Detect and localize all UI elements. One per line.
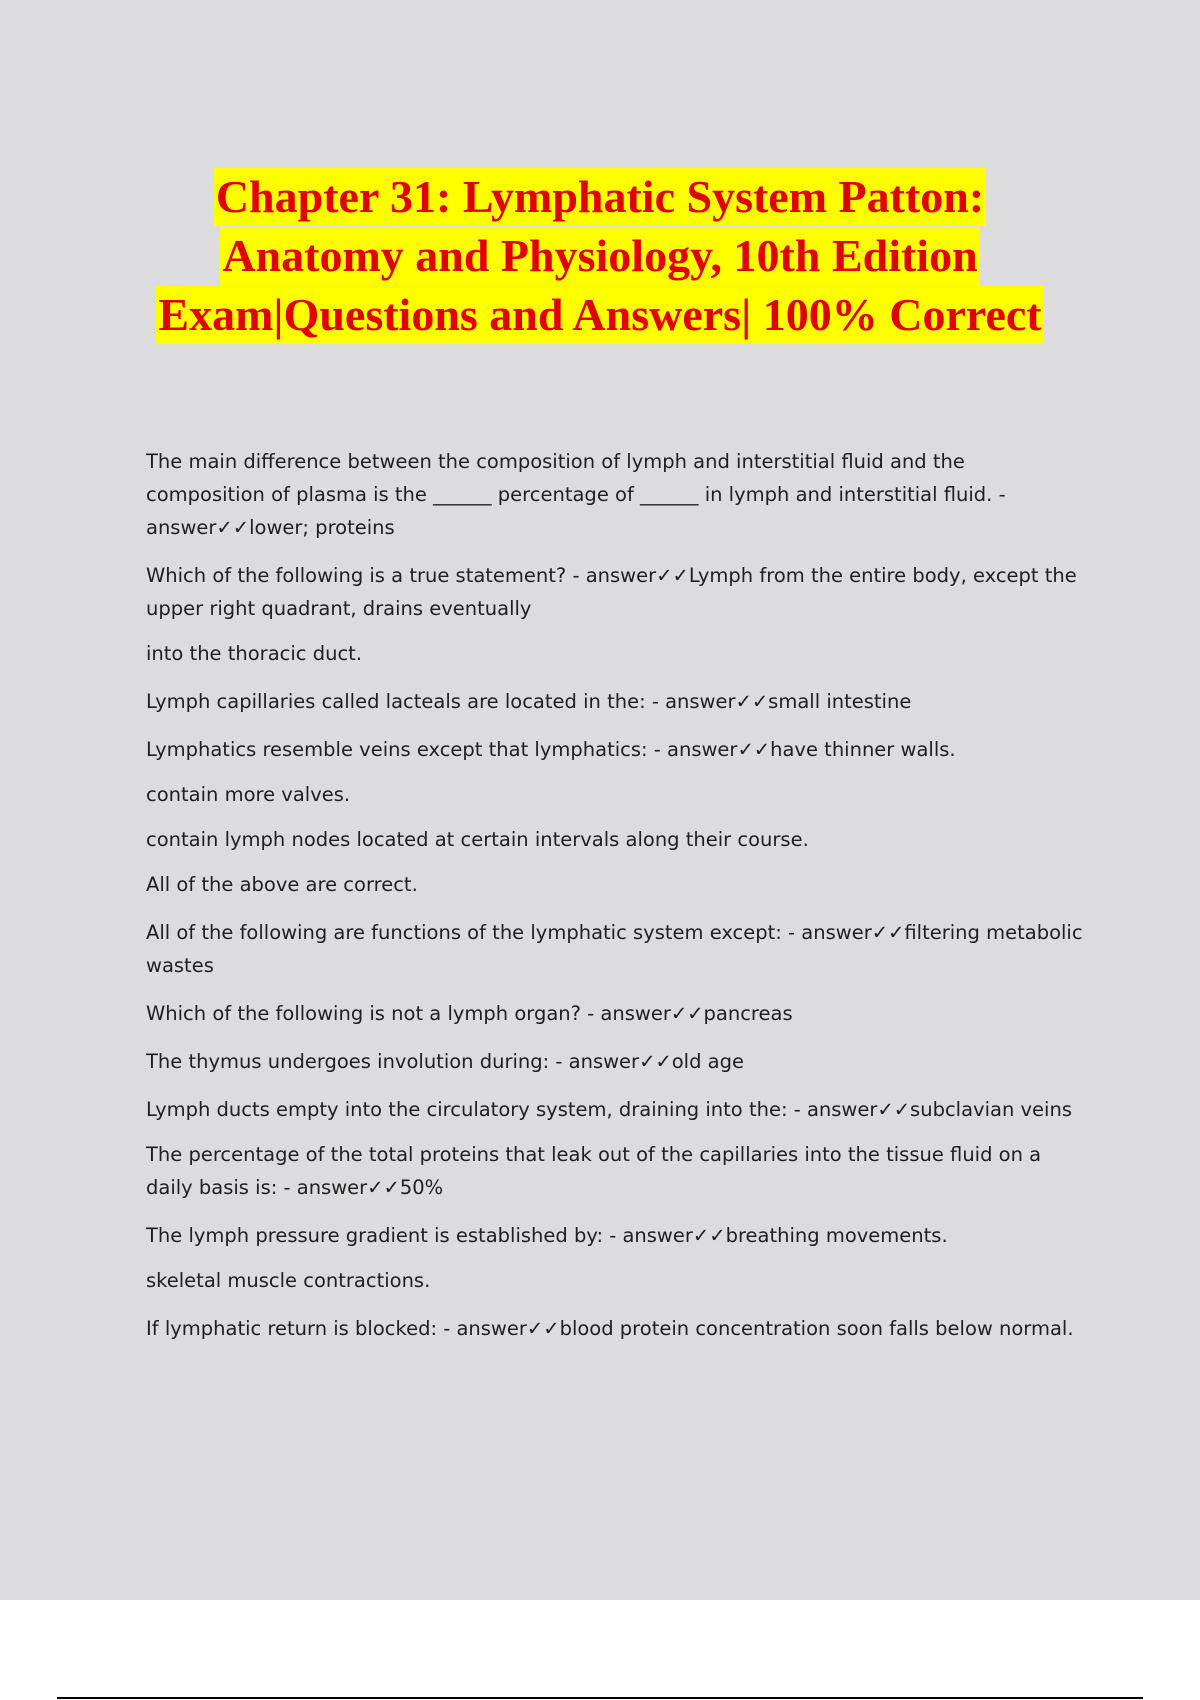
qa-paragraph: Which of the following is a true statement? - answer✓✓Lymph from the entire body, except the upper right quadrant, drains eventually bbox=[146, 564, 1077, 620]
qa-paragraph: Lymph capillaries called lacteals are located in the: - answer✓✓small intestine bbox=[146, 690, 912, 713]
document-title bbox=[0, 168, 1200, 345]
qa-paragraph: contain more valves. bbox=[146, 783, 351, 806]
title-line-2: Anatomy and Physiology, 10th Edition bbox=[220, 227, 979, 285]
title-line-3: Exam|Questions and Answers| 100% Correct bbox=[156, 286, 1043, 344]
qa-paragraph: The main difference between the composition of lymph and interstitial fluid and the composition of plasma is the ______ percentage of ______ in lymph and interstitial fluid. - answer✓✓lower; proteins bbox=[146, 450, 1006, 539]
question-answer-list bbox=[146, 445, 1086, 1360]
qa-paragraph: The lymph pressure gradient is established by: - answer✓✓breathing movements. bbox=[146, 1224, 948, 1247]
qa-paragraph: If lymphatic return is blocked: - answer✓✓blood protein concentration soon falls below normal. bbox=[146, 1317, 1074, 1340]
qa-paragraph: The percentage of the total proteins that leak out of the capillaries into the tissue fluid on a daily basis is: - answer✓✓50% bbox=[146, 1143, 1042, 1199]
qa-paragraph: Lymphatics resemble veins except that lymphatics: - answer✓✓have thinner walls. bbox=[146, 738, 956, 761]
qa-paragraph: Which of the following is not a lymph organ? - answer✓✓pancreas bbox=[146, 1002, 793, 1025]
qa-paragraph: All of the above are correct. bbox=[146, 873, 418, 896]
qa-paragraph: skeletal muscle contractions. bbox=[146, 1269, 431, 1292]
qa-paragraph: All of the following are functions of the lymphatic system except: - answer✓✓filtering metabolic wastes bbox=[146, 921, 1083, 977]
qa-paragraph: contain lymph nodes located at certain intervals along their course. bbox=[146, 828, 809, 851]
title-line-1: Chapter 31: Lymphatic System Patton: bbox=[214, 168, 986, 226]
qa-paragraph: into the thoracic duct. bbox=[146, 642, 363, 665]
qa-paragraph: Lymph ducts empty into the circulatory system, draining into the: - answer✓✓subclavian veins bbox=[146, 1098, 1072, 1121]
footer-divider bbox=[57, 1697, 1143, 1699]
qa-paragraph: The thymus undergoes involution during: - answer✓✓old age bbox=[146, 1050, 744, 1073]
